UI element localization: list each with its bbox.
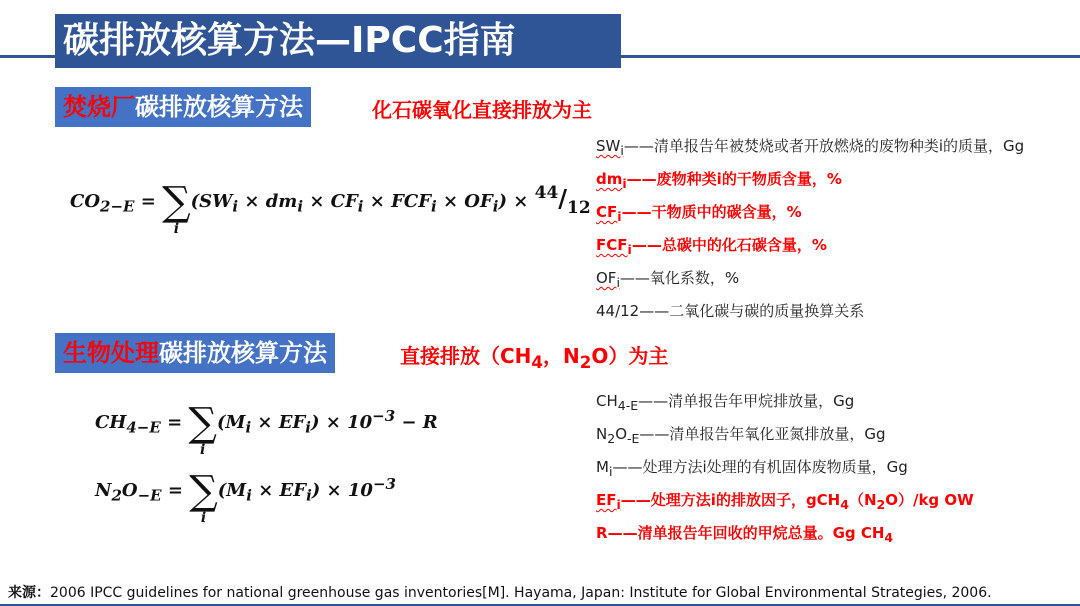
n2o-formula: $N_2O_{-E}$ = ∑ i $(M_i \times EF_i) \times 10^{-3}$ [95,468,396,526]
source-citation [8,582,992,602]
co2-formula: $CO_{2-E}$ = ∑ i $(SW_i \times dm_i \times CF_i \times FCF_i \times OF_i) \times 44/12$ [70,179,591,237]
def-ratio: 44/12——二氧化碳与碳的质量换算关系 [596,302,865,320]
bio-note: 直接排放（$CH_4$，$N_2O$）为主 [400,344,669,372]
def-m: $M_i——$处理方法i处理的有机固体废物质量，Gg [596,458,908,479]
page-title: 碳排放核算方法—IPCC指南 [55,14,621,68]
def-r: R——清单报告年回收的甲烷总量。Gg $CH_4$ [596,524,894,545]
bio-definitions [596,387,974,552]
source-label: 来源： [8,585,50,601]
def-fcf: $FCF_i——$总碳中的化石碳含量，% [596,236,827,257]
summation-sign: ∑ i [162,179,191,237]
incineration-heading-rest: 碳排放核算方法 [135,93,303,121]
summation-sign: ∑ i [189,468,218,526]
bio-heading-red: 生物处理 [63,339,159,367]
incineration-note: 化石碳氧化直接排放为主 [372,98,592,122]
source-text: 2006 IPCC guidelines for national greenhouse gas inventories[M]. Hayama, Japan: Institute for Global Environmental Strategies, 2006. [50,585,992,601]
def-dm: $dm_i——$废物种类i的干物质含量，% [596,170,842,191]
incineration-heading-red: 焚烧厂 [63,93,135,121]
def-cf: $CF_i——$干物质中的碳含量，% [596,203,802,224]
def-ef: $EF_i——$处理方法i的排放因子，$gCH_4(N_2O)/kg$ OW [596,491,974,512]
summation-sign: ∑ i [188,400,217,458]
def-n2o: $N_2O_{-E}——$清单报告年氧化亚氮排放量，Gg [596,425,886,446]
bio-heading-rest: 碳排放核算方法 [159,339,327,367]
bio-heading [55,333,335,373]
ch4-formula: $CH_{4-E}$ = ∑ i $(M_i \times EF_i) \times 10^{-3} - R$ [95,400,438,458]
incineration-definitions [596,132,1024,326]
incineration-heading [55,87,311,127]
def-of: $OF_i——$氧化系数，% [596,269,740,290]
def-ch4: $CH_{4-E}——$清单报告年甲烷排放量，Gg [596,392,855,413]
def-sw: $SW_i——$清单报告年被焚烧或者开放燃烧的废物种类i的质量，Gg [596,137,1025,158]
